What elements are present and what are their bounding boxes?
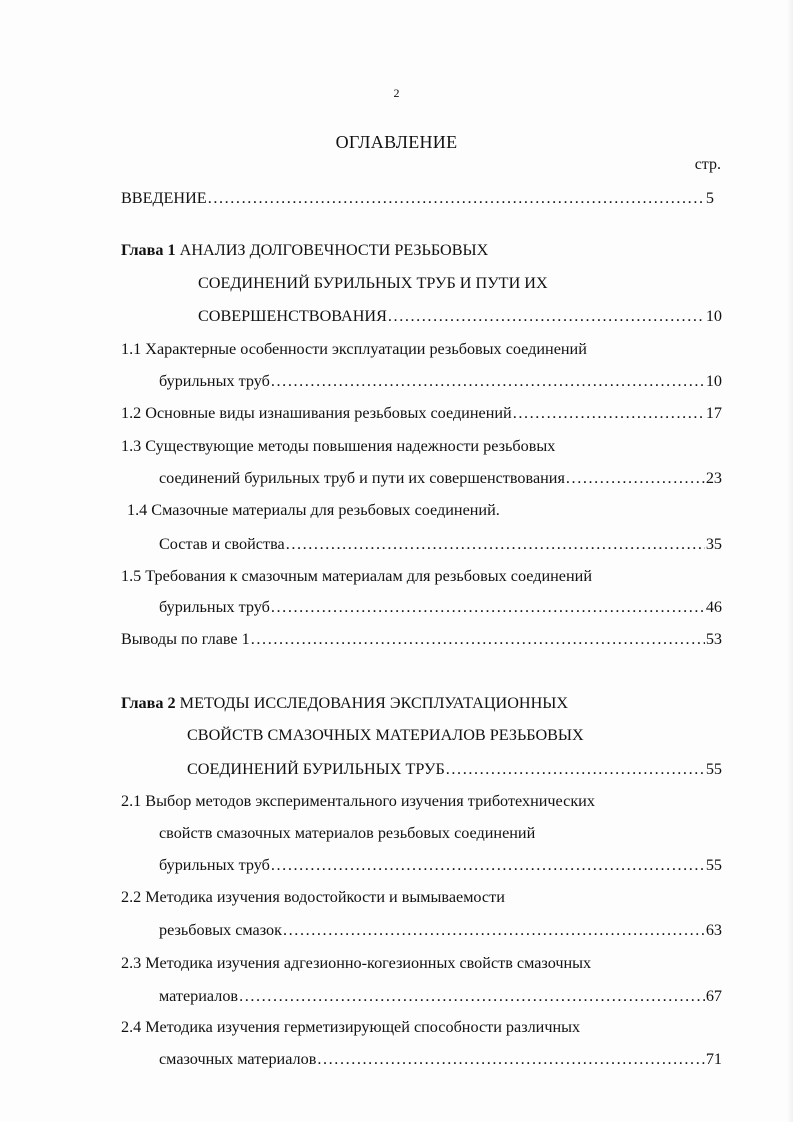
section-2-4-line1: 2.4 Методика изучения герметизирующей способности различных bbox=[121, 1018, 581, 1036]
dot-leader bbox=[283, 920, 705, 940]
section-1-2-line1: 1.2 Основные виды изнашивания резьбовых соединений bbox=[121, 404, 512, 422]
section-2-3-line2: материалов bbox=[159, 987, 239, 1005]
dot-leader bbox=[271, 597, 705, 617]
toc-entry-page: 5 bbox=[705, 189, 714, 207]
toc-entry-section-1-3 bbox=[159, 468, 722, 488]
section-2-1-line3: бурильных труб bbox=[159, 856, 270, 874]
toc-entry-page: 17 bbox=[705, 404, 722, 422]
section-1-1-line2: бурильных труб bbox=[159, 372, 270, 390]
dot-leader bbox=[251, 629, 705, 649]
section-2-4-line2: смазочных материалов bbox=[159, 1050, 317, 1068]
section-1-4-line2: Состав и свойства bbox=[159, 535, 285, 553]
chapter-2-title-line1: МЕТОДЫ ИССЛЕДОВАНИЯ ЭКСПЛУАТАЦИОННЫХ bbox=[179, 694, 569, 712]
toc-entry-section-2-4 bbox=[159, 1049, 722, 1069]
section-2-1-line2: свойств смазочных материалов резьбовых соединений bbox=[159, 824, 536, 842]
section-1-4-line1: 1.4 Смазочные материалы для резьбовых соединений. bbox=[127, 501, 500, 519]
section-2-1-line1: 2.1 Выбор методов экспериментального изучения триботехнических bbox=[121, 792, 595, 810]
toc-entry-page: 55 bbox=[705, 760, 722, 778]
dot-leader bbox=[286, 534, 705, 554]
page-number: 2 bbox=[393, 86, 400, 100]
dot-leader bbox=[239, 986, 705, 1006]
toc-entry-conclusions-1 bbox=[121, 629, 722, 649]
chapter-1-prefix: Глава 1 bbox=[121, 241, 176, 259]
section-2-3-line1: 2.3 Методика изучения адгезионно-когезионных свойств смазочных bbox=[121, 954, 592, 972]
section-1-3-line2: соединений бурильных труб и пути их совершенствования bbox=[159, 469, 565, 487]
toc-entry-label: ВВЕДЕНИЕ bbox=[121, 189, 207, 207]
dot-leader bbox=[446, 759, 705, 779]
toc-entry-chapter-2 bbox=[187, 759, 722, 779]
chapter-1-title-line2: СОЕДИНЕНИЙ БУРИЛЬНЫХ ТРУБ И ПУТИ ИХ bbox=[198, 274, 548, 292]
chapter-2-title-line2: СВОЙСТВ СМАЗОЧНЫХ МАТЕРИАЛОВ РЕЗЬБОВЫХ bbox=[187, 726, 584, 744]
section-1-3-line1: 1.3 Существующие методы повышения надежности резьбовых bbox=[121, 437, 556, 455]
section-2-2-line2: резьбовых смазок bbox=[159, 921, 283, 939]
toc-entry-section-1-4 bbox=[159, 534, 722, 554]
toc-entry-section-2-2 bbox=[159, 920, 722, 940]
section-1-1-line1: 1.1 Характерные особенности эксплуатации резьбовых соединений bbox=[121, 340, 587, 358]
toc-entry-page: 46 bbox=[705, 598, 722, 616]
toc-title: ОГЛАВЛЕНИЕ bbox=[335, 132, 458, 152]
chapter-2-prefix: Глава 2 bbox=[121, 694, 176, 712]
chapter-1-heading bbox=[121, 240, 488, 260]
dot-leader bbox=[388, 306, 705, 326]
toc-entry-section-2-1 bbox=[159, 855, 722, 875]
toc-entry-section-1-2 bbox=[121, 403, 722, 423]
chapter-1-title-line1: АНАЛИЗ ДОЛГОВЕЧНОСТИ РЕЗЬБОВЫХ bbox=[179, 241, 489, 259]
page-column-label: стр. bbox=[694, 156, 721, 173]
toc-entry-page: 10 bbox=[705, 307, 722, 325]
toc-entry-intro bbox=[121, 188, 714, 208]
chapter-1-title-line3: СОВЕРШЕНСТВОВАНИЯ bbox=[198, 307, 387, 325]
scan-edge-shadow bbox=[787, 0, 793, 1122]
chapter-2-title-line3: СОЕДИНЕНИЙ БУРИЛЬНЫХ ТРУБ bbox=[187, 760, 445, 778]
toc-entry-page: 71 bbox=[705, 1050, 722, 1068]
toc-entry-page: 10 bbox=[705, 372, 722, 390]
toc-entry-page: 67 bbox=[705, 987, 722, 1005]
toc-entry-section-1-5 bbox=[159, 597, 722, 617]
toc-entry-section-1-1 bbox=[159, 371, 722, 391]
dot-leader bbox=[317, 1049, 704, 1069]
toc-entry-section-2-3 bbox=[159, 986, 722, 1006]
conclusions-1-label: Выводы по главе 1 bbox=[121, 630, 250, 648]
section-1-5-line1: 1.5 Требования к смазочным материалам для резьбовых соединений bbox=[121, 567, 592, 585]
section-2-2-line1: 2.2 Методика изучения водостойкости и вымываемости bbox=[121, 888, 505, 906]
dot-leader bbox=[271, 855, 705, 875]
toc-entry-chapter-1 bbox=[198, 306, 722, 326]
toc-entry-page: 35 bbox=[705, 535, 722, 553]
chapter-2-heading bbox=[121, 693, 568, 713]
dot-leader bbox=[208, 188, 705, 208]
dot-leader bbox=[513, 403, 705, 423]
toc-entry-page: 55 bbox=[705, 856, 722, 874]
toc-entry-page: 53 bbox=[705, 630, 722, 648]
toc-entry-page: 63 bbox=[705, 921, 722, 939]
dot-leader bbox=[566, 468, 705, 488]
toc-entry-page: 23 bbox=[705, 469, 722, 487]
section-1-5-line2: бурильных труб bbox=[159, 598, 270, 616]
dot-leader bbox=[271, 371, 705, 391]
